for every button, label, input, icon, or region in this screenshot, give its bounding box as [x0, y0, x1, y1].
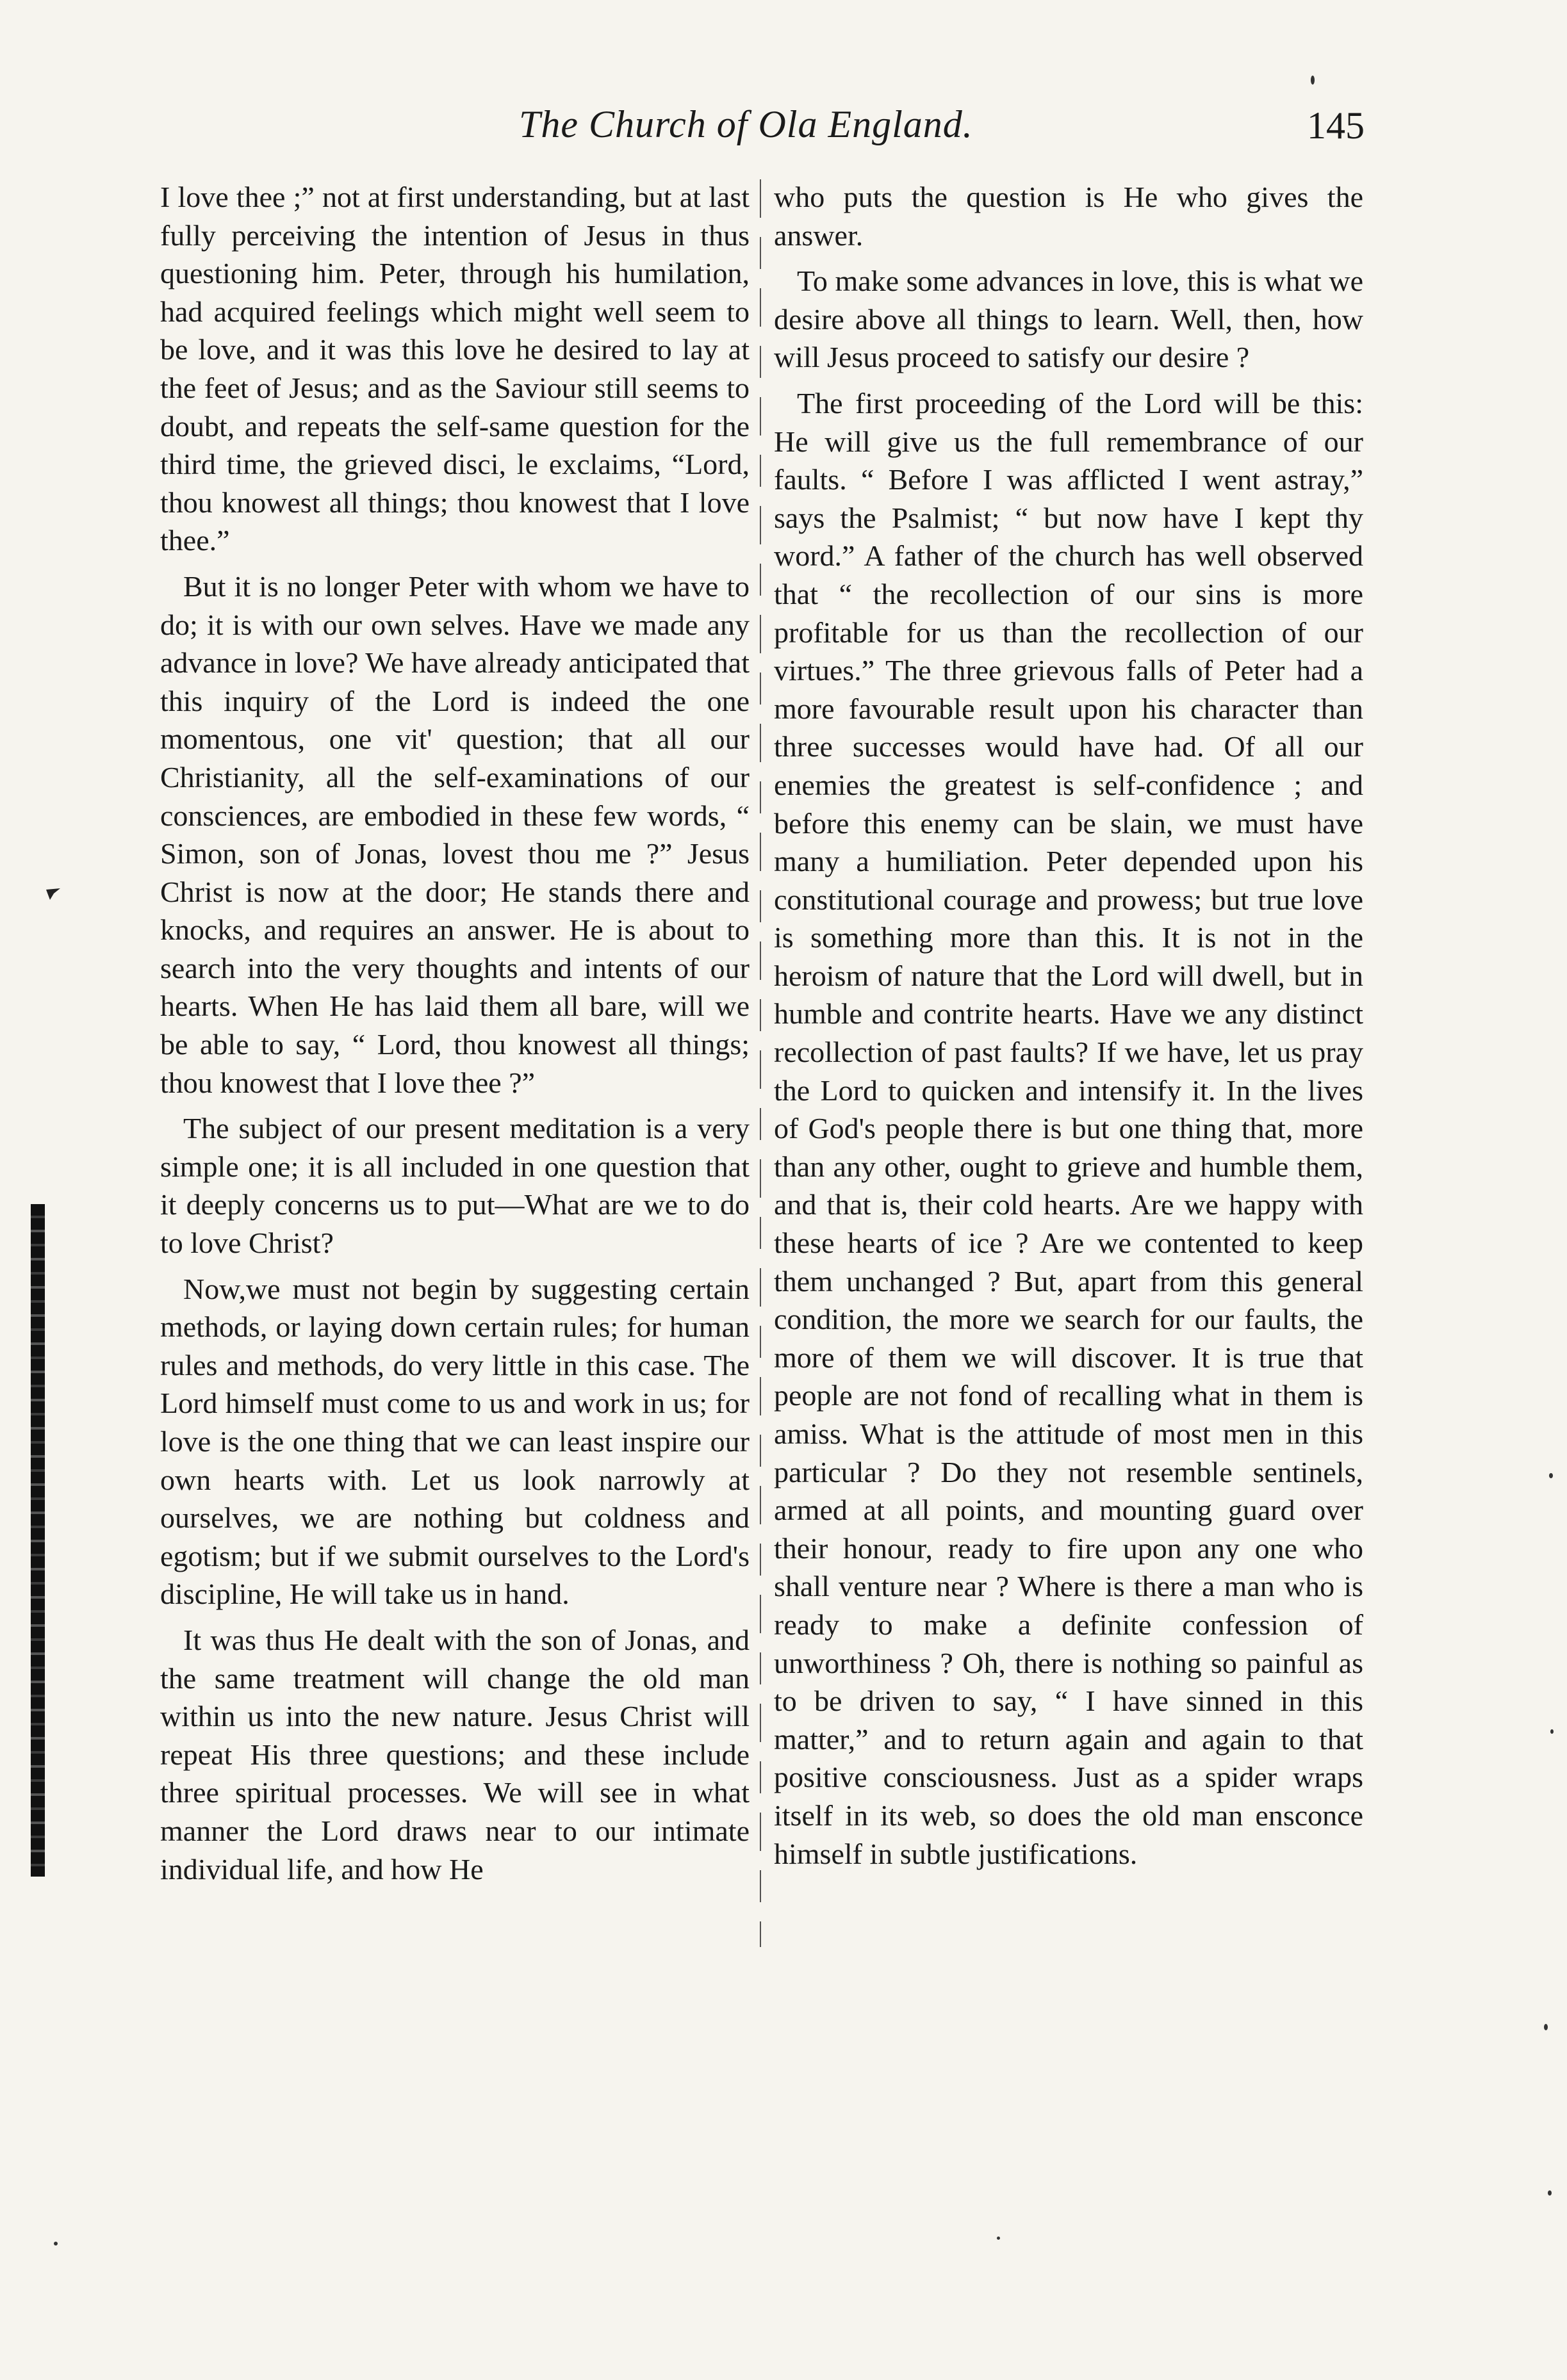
scan-speck [54, 2242, 58, 2246]
right-column [774, 178, 1363, 1880]
scan-edge-shadow [31, 1204, 45, 1877]
page-number: 145 [1307, 104, 1365, 147]
scan-speck [997, 2237, 1000, 2240]
left-column [160, 178, 750, 1896]
scan-speck [1549, 1473, 1553, 1478]
running-title: The Church of Ola England. [519, 103, 973, 145]
column-divider [760, 179, 761, 1947]
scan-speck [1548, 2190, 1552, 2196]
page-header [160, 96, 1365, 154]
paragraph: Now,we must not begin by suggesting certain methods, or laying down certain rules; for human rules and methods, do very little in this case. The Lord himself must come to us and work in us; for love is the one thing that we can least inspire our own hearts with. Let us look narrowly at ourselves, we are nothing but coldness and egotism; but if we submit ourselves to the Lord's discipline, He will take us in hand. [160, 1272, 750, 1611]
margin-tick-mark [45, 887, 62, 901]
scan-speck [1550, 1729, 1554, 1734]
paragraph: who puts the question is He who gives the answer. [774, 181, 1363, 252]
scan-speck [1544, 2024, 1548, 2030]
paragraph: It was thus He dealt with the son of Jonas, and the same treatment will change the old man within us into the new nature. Jesus Christ will repeat His three questions; and these include three spiritual processes. We will see in what manner the Lord draws near to our intimate individual life, and how He [160, 1623, 750, 1886]
paragraph: I love thee ;” not at first understanding, but at last fully perceiving the intention of Jesus in thus questioning him. Peter, through his humilation, had acquired feelings which might well seem to be love, and it was this love he desired to lay at the feet of Jesus; and as the Saviour still seems to doubt, and repeats the self-same question for the third time, the grieved disci, le exclaims, “Lord, thou knowest all things; thou knowest that I love thee.” [160, 181, 750, 557]
paragraph: But it is no longer Peter with whom we have to do; it is with our own selves. Have we made any advance in love? We have already anticipated that this inquiry of the Lord is indeed the one momentous, one vit' question; that all our Christianity, all the self-examinations of our consciences, are embodied in these few words, “ Simon, son of Jonas, lovest thou me ?” Jesus Christ is now at the door; He stands there and knocks, and requires an answer. He is about to search into the very thoughts and intents of our hearts. When He has laid them all bare, will we be able to say, “ Lord, thou knowest all things; thou knowest that I love thee ?” [160, 569, 750, 1099]
paragraph: To make some advances in love, this is what we desire above all things to learn. Well, then, how will Jesus proceed to satisfy our desire ? [774, 265, 1363, 374]
paragraph: The first proceeding of the Lord will be this: He will give us the full remembrance of our faults. “ Before I was afflicted I went astray,” says the Psalmist; “ but now have I kept thy word.” A father of the church has well observed that “ the recollection of our sins is more profitable for us than the recollection of our virtues.” The three grievous falls of Peter had a more favourable result upon his character than three successes would have had. Of all our enemies the greatest is self-confidence ; and before this enemy can be slain, we must have many a humiliation. Peter depended upon his constitutional courage and prowess; but true love is something more than this. It is not in the heroism of nature that the Lord will dwell, but in humble and contrite hearts. Have we any distinct recollection of past faults? If we have, let us pray the Lord to quicken and intensify it. In the lives of God's people there is but one thing that, more than any other, ought to grieve and humble them, and that is, their cold hearts. Are we happy with these hearts of ice ? Are we contented to keep them unchanged ? But, apart from this general condition, the more we search for our faults, the more of them we will discover. It is true that people are not fond of recalling what in them is amiss. What is the attitude of most men in this particular ? Do they not resemble sentinels, armed at all points, and mounting guard over their honour, ready to fire upon any one who shall venture near ? Where is there a man who is ready to make a definite confession of unworthiness ? Oh, there is nothing so painful as to be driven to say, “ I have sinned in this matter,” and to return again and again to that positive consciousness. Just as a spider wraps itself in its web, so does the old man ensconce himself in subtle justifications. [774, 386, 1363, 1870]
scan-speck [1311, 76, 1315, 85]
paragraph: The subject of our present meditation is a very simple one; it is all included in one question that it deeply concerns us to put—What are we to do to love Christ? [160, 1112, 750, 1260]
